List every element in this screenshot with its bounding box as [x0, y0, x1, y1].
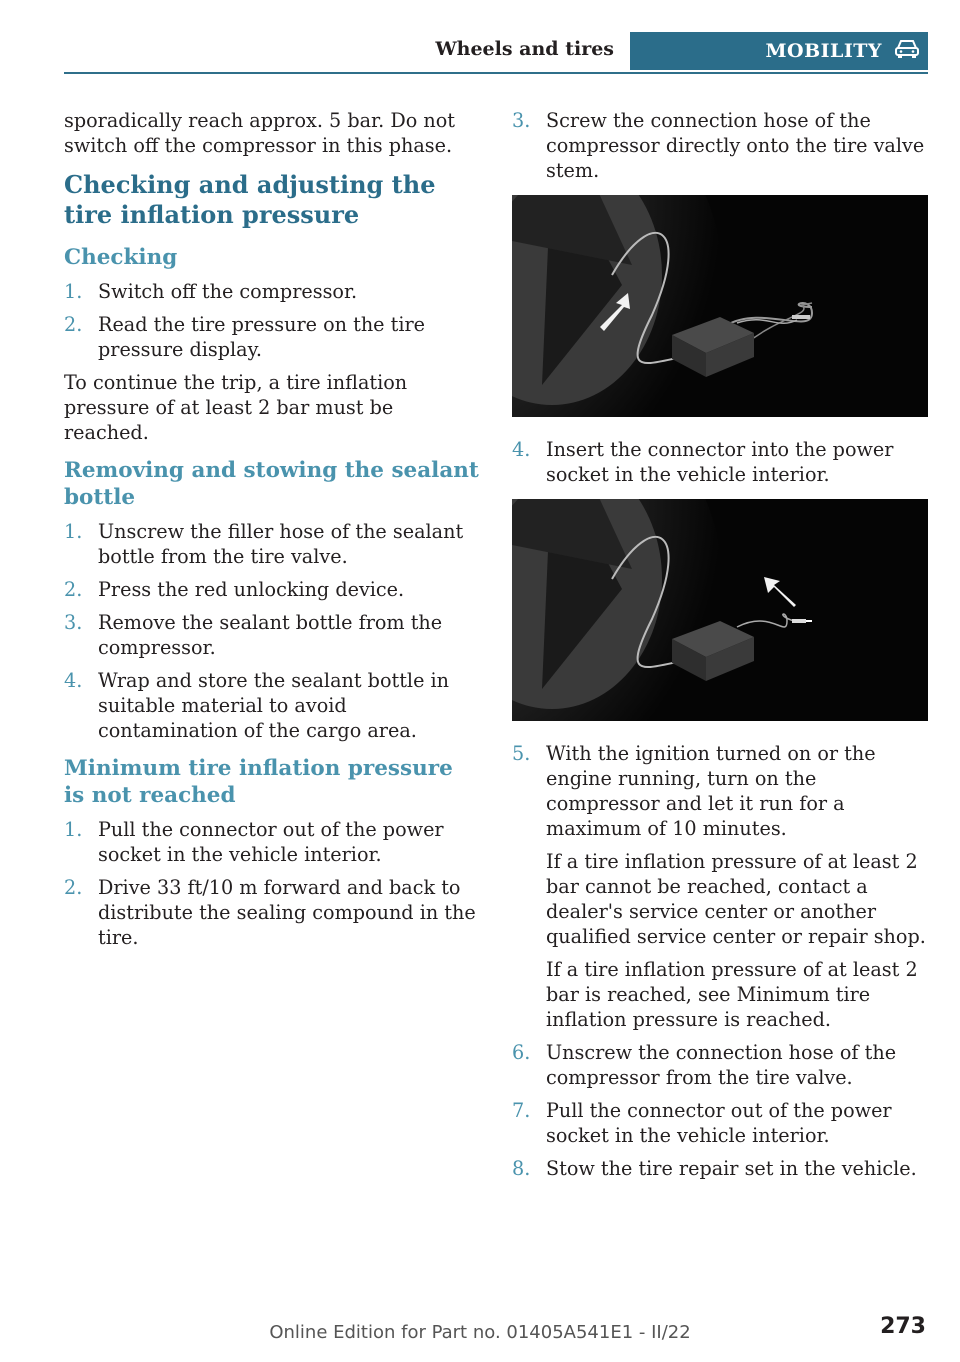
chapter-tab	[630, 32, 928, 70]
step-text: Press the red unlocking device.	[98, 578, 405, 601]
car-icon	[894, 38, 920, 65]
edition-footer: Online Edition for Part no. 01405A541E1 - II/22	[269, 1322, 691, 1343]
list-item	[512, 1156, 928, 1181]
step-text: Unscrew the connection hose of the compressor from the tire valve.	[546, 1041, 897, 1089]
heading-checking-adjusting: Checking and adjusting the tire inflation pressure	[64, 170, 436, 229]
step-text: Screw the connection hose of the compressor directly onto the tire valve stem.	[546, 109, 925, 182]
list-item	[64, 817, 479, 867]
figure-connector-socket	[512, 499, 928, 721]
step-note: If a tire inflation pressure of at least 2 bar is reached, see Minimum tire inflation pressure is reached.	[546, 958, 918, 1031]
step-number: 1.	[64, 520, 83, 543]
checking-steps	[64, 279, 479, 362]
list-item	[64, 577, 479, 602]
list-item	[64, 668, 479, 743]
list-item	[512, 741, 928, 1032]
heading-checking: Checking	[64, 245, 178, 270]
step-text: Drive 33 ft/10 m forward and back to distribute the sealing compound in the tire.	[98, 876, 476, 949]
step-text: Stow the tire repair set in the vehicle.	[546, 1157, 917, 1180]
heading-minimum-not-reached: Minimum tire inflation pressure is not reached	[64, 756, 453, 808]
list-item	[64, 610, 479, 660]
step-note: If a tire inflation pressure of at least 2 bar cannot be reached, contact a dealer's service center or another qualified service center or repair shop.	[546, 850, 926, 948]
list-item	[512, 1098, 928, 1148]
step-number: 7.	[512, 1099, 531, 1122]
step-number: 8.	[512, 1157, 531, 1180]
steps-part-c	[512, 741, 928, 1181]
steps-part-b	[512, 437, 928, 487]
list-item	[64, 279, 479, 304]
continue-text: To continue the trip, a tire inflation pressure of at least 2 bar must be reached.	[64, 371, 408, 444]
step-text: Pull the connector out of the power socket in the vehicle interior.	[98, 818, 444, 866]
step-number: 2.	[64, 313, 83, 336]
list-item	[512, 108, 928, 183]
list-item	[64, 875, 479, 950]
steps-part-a	[512, 108, 928, 183]
step-number: 1.	[64, 818, 83, 841]
step-text: Switch off the compressor.	[98, 280, 358, 303]
step-text: Unscrew the filler hose of the sealant bottle from the tire valve.	[98, 520, 464, 568]
figure-hose-on-valve	[512, 195, 928, 417]
list-item	[512, 437, 928, 487]
page-header	[64, 32, 928, 74]
list-item	[512, 1040, 928, 1090]
list-item	[64, 312, 479, 362]
step-number: 3.	[64, 611, 83, 634]
intro-text: sporadically reach approx. 5 bar. Do not switch off the compressor in this phase.	[64, 109, 455, 157]
step-number: 1.	[64, 280, 83, 303]
step-text: Pull the connector out of the power socket in the vehicle interior.	[546, 1099, 892, 1147]
chapter-title: MOBILITY	[765, 40, 882, 62]
step-text: Wrap and store the sealant bottle in suitable material to avoid contamination of the cargo area.	[98, 669, 450, 742]
page-number: 273	[880, 1314, 926, 1339]
minimum-steps	[64, 817, 479, 950]
left-column	[64, 108, 479, 958]
step-number: 6.	[512, 1041, 531, 1064]
list-item	[64, 519, 479, 569]
step-number: 5.	[512, 742, 531, 765]
step-number: 2.	[64, 578, 83, 601]
step-text: Insert the connector into the power socket in the vehicle interior.	[546, 438, 894, 486]
heading-removing: Removing and stowing the sealant bottle	[64, 458, 479, 510]
step-text: Remove the sealant bottle from the compressor.	[98, 611, 443, 659]
right-column	[512, 108, 928, 1189]
removing-steps	[64, 519, 479, 743]
step-number: 2.	[64, 876, 83, 899]
step-text: Read the tire pressure on the tire pressure display.	[98, 313, 426, 361]
step-number: 4.	[512, 438, 531, 461]
step-number: 3.	[512, 109, 531, 132]
section-title: Wheels and tires	[435, 38, 614, 60]
step-number: 4.	[64, 669, 83, 692]
step-text: With the ignition turned on or the engine running, turn on the compressor and let it run for a maximum of 10 minutes.	[546, 742, 876, 840]
